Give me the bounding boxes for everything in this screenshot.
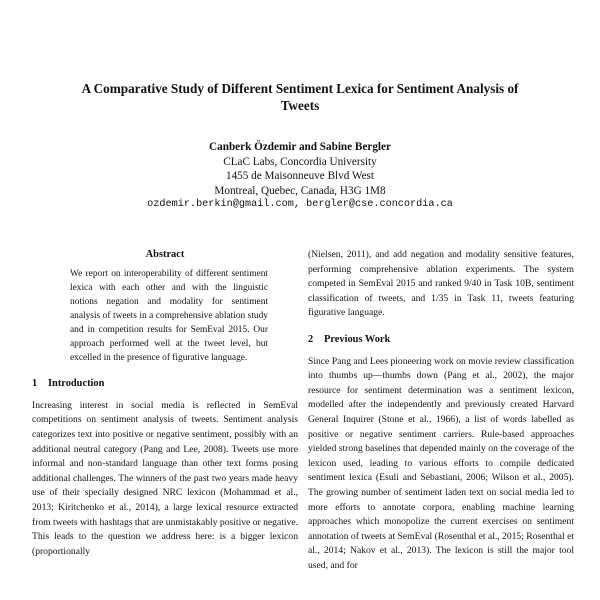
- abstract-text: We report on interoperability of different sentiment lexica with each other and with the linguistic notions negation and modality for sentiment analysis of tweets in a comprehensive ablation study and in competition results for SemEval 2015. Our approach performed well at the tweet level, but excelled in the presence of figurative language.: [70, 268, 268, 364]
- section-title: Previous Work: [324, 333, 391, 345]
- author-block: [80, 140, 520, 213]
- affiliation: CLaC Labs, Concordia University: [223, 155, 377, 168]
- paper-title: A Comparative Study of Different Sentiment Lexica for Sentiment Analysis of Tweets: [81, 81, 519, 113]
- section-number: 2: [308, 333, 314, 345]
- address-line-1: 1455 de Maisonneuve Blvd West: [225, 170, 375, 183]
- left-column: [32, 248, 298, 559]
- section-heading-introduction: [32, 377, 298, 392]
- introduction-text: Increasing interest in social media is reflected in SemEval competitions on sentiment analysis of tweets. Sentiment analysis categorizes text into positive or negative sentiment, possibly with an additional neutral category (Pang and Lee, 2008). Tweets use more informal and non-standard language than other text forms posing additional challenges. The winners of the past two years made heavy use of their specially designed NRC lexicon (Mohammad et al., 2013; Kiritchenko et al., 2014), a large lexical resource extracted from tweets with hashtags that are unmistakably positive or negative. This leads to the question we address here: is a bigger lexicon (proportionally: [32, 399, 298, 557]
- section-heading-previous-work: [308, 333, 574, 348]
- author-emails: ozdemir.berkin@gmail.com, bergler@cse.concordia.ca: [147, 199, 453, 211]
- section-title: Introduction: [48, 378, 105, 390]
- address-line-2: Montreal, Quebec, Canada, H3G 1M8: [214, 184, 386, 197]
- right-column: [308, 248, 574, 573]
- author-names: Canberk Özdemir and Sabine Bergler: [209, 141, 391, 153]
- section-number: 1: [32, 378, 38, 390]
- introduction-continuation: (Nielsen, 2011), and add negation and modality sensitive features, performing comprehensive ablation experiments. The system competed in SemEval 2015 and ranked 9/40 in Task 10B, sentiment classification of tweets, and 1/35 in Task 11, tweets featuring figurative language.: [308, 249, 574, 319]
- abstract-heading: Abstract: [145, 249, 185, 260]
- previous-work-text: Since Pang and Lees pioneering work on movie review classification into thumbs up—thumbs down (Pang et al., 2002), the major resource for sentiment determination was a sentiment lexicon, modelled after the independently and previously created Harvard General Inquirer (Stone et al., 1966), a list of words labelled as positive or negative sentiment carriers. Rule-based approaches yielded strong baselines that depended mainly on the coverage of the lexicon used, leading to various efforts to compile dedicated sentiment lexica (Esuli and Sebastiani, 2006; Wilson et al., 2005). The growing number of sentiment laden text on social media led to more efforts to annotate corpora, enabling machine learning approaches which monopolize the current exercises on sentiment annotation of tweets at SemEval (Rosenthal et al., 2015; Rosenthal et al., 2014; Nakov et al., 2013). The lexicon is still the major tool used, and for: [308, 355, 574, 571]
